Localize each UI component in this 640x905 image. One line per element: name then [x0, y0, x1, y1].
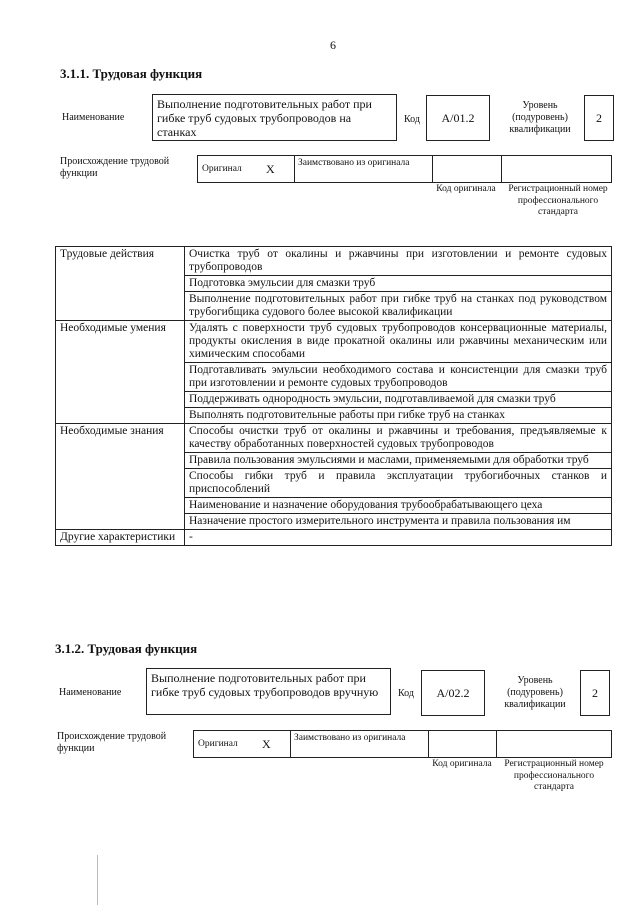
origin-row — [193, 730, 612, 758]
skills-label: Необходимые умения — [56, 321, 185, 424]
original-mark: X — [262, 737, 271, 751]
reg-number-caption: Регистрационный номер профессионального стандарта — [504, 759, 604, 792]
knowledge-item: Наименование и назначение оборудования трубообрабатывающего цеха — [185, 498, 612, 514]
margin-line — [97, 855, 98, 905]
function-name-box — [152, 94, 397, 141]
name-label: Наименование — [62, 112, 125, 123]
level-label: Уровень (подуровень) квалификации — [509, 100, 571, 135]
function-name: Выполнение подготовительных работ при гибке труб судовых трубопроводов вручную — [151, 671, 379, 699]
labor-actions-label: Трудовые действия — [56, 247, 185, 321]
code-label: Код — [398, 688, 414, 699]
origin-label: Происхождение трудовой функции — [57, 731, 167, 754]
code-value: A/01.2 — [441, 110, 475, 125]
knowledge-item: Способы гибки труб и правила эксплуатации трубогибочных станков и приспособлений — [185, 469, 612, 498]
skill-item: Выполнять подготовительные работы при гибке труб на станках — [185, 408, 612, 424]
borrowed-label: Заимствовано из оригинала — [294, 733, 406, 743]
skill-item: Удалять с поверхности труб судовых трубопроводов консервационные материалы, продукты окисления в виде прокатной окалины или ржавчины механическим или химическим способами — [185, 321, 612, 363]
original-label: Оригинал — [198, 739, 238, 749]
borrowed-label: Заимствовано из оригинала — [298, 158, 410, 168]
knowledge-item: Правила пользования эмульсиями и маслами, применяемыми для обработки труб — [185, 453, 612, 469]
code-box — [426, 95, 490, 141]
section-title: 3.1.1. Трудовая функция — [60, 66, 203, 81]
level-value: 2 — [596, 110, 602, 125]
origin-row — [197, 155, 612, 183]
code-original-caption: Код оригинала — [436, 184, 496, 194]
other-label: Другие характеристики — [56, 530, 185, 546]
other-value: - — [185, 530, 612, 546]
table-row — [56, 424, 612, 453]
page-number: 6 — [330, 38, 336, 52]
skill-item: Поддерживать однородность эмульсии, подготавливаемой для смазки труб — [185, 392, 612, 408]
name-label: Наименование — [59, 687, 122, 698]
original-label: Оригинал — [202, 164, 242, 174]
code-original-caption: Код оригинала — [432, 759, 492, 769]
level-value: 2 — [592, 685, 598, 700]
labor-action-item: Выполнение подготовительных работ при гибке труб на станках под руководством трубогибщика судового более высокой квалификации — [185, 292, 612, 321]
labor-action-item: Очистка труб от окалины и ржавчины при изготовлении и ремонте судовых трубопроводов — [185, 247, 612, 276]
knowledge-item: Назначение простого измерительного инструмента и правила пользования им — [185, 514, 612, 530]
level-box — [584, 95, 614, 141]
function-details-table — [55, 246, 612, 546]
table-row — [56, 321, 612, 363]
section-title: 3.1.2. Трудовая функция — [55, 641, 198, 656]
knowledge-label: Необходимые знания — [56, 424, 185, 530]
table-row — [56, 247, 612, 276]
reg-number-caption: Регистрационный номер профессионального стандарта — [508, 184, 608, 217]
function-name-box — [146, 668, 391, 715]
labor-action-item: Подготовка эмульсии для смазки труб — [185, 276, 612, 292]
knowledge-item: Способы очистки труб от окалины и ржавчины и требования, предъявляемые к качеству обработанных поверхностей судовых трубопроводов — [185, 424, 612, 453]
code-label: Код — [404, 114, 420, 125]
original-mark: X — [266, 162, 275, 176]
level-box — [580, 670, 610, 716]
table-row — [56, 530, 612, 546]
code-box — [421, 670, 485, 716]
origin-label: Происхождение трудовой функции — [60, 156, 170, 179]
code-value: A/02.2 — [436, 685, 470, 700]
function-name: Выполнение подготовительных работ при гибке труб судовых трубопроводов на станках — [157, 97, 372, 139]
level-label: Уровень (подуровень) квалификации — [504, 675, 566, 710]
skill-item: Подготавливать эмульсии необходимого состава и консистенции для смазки труб при изготовлении и ремонте судовых трубопроводов — [185, 363, 612, 392]
